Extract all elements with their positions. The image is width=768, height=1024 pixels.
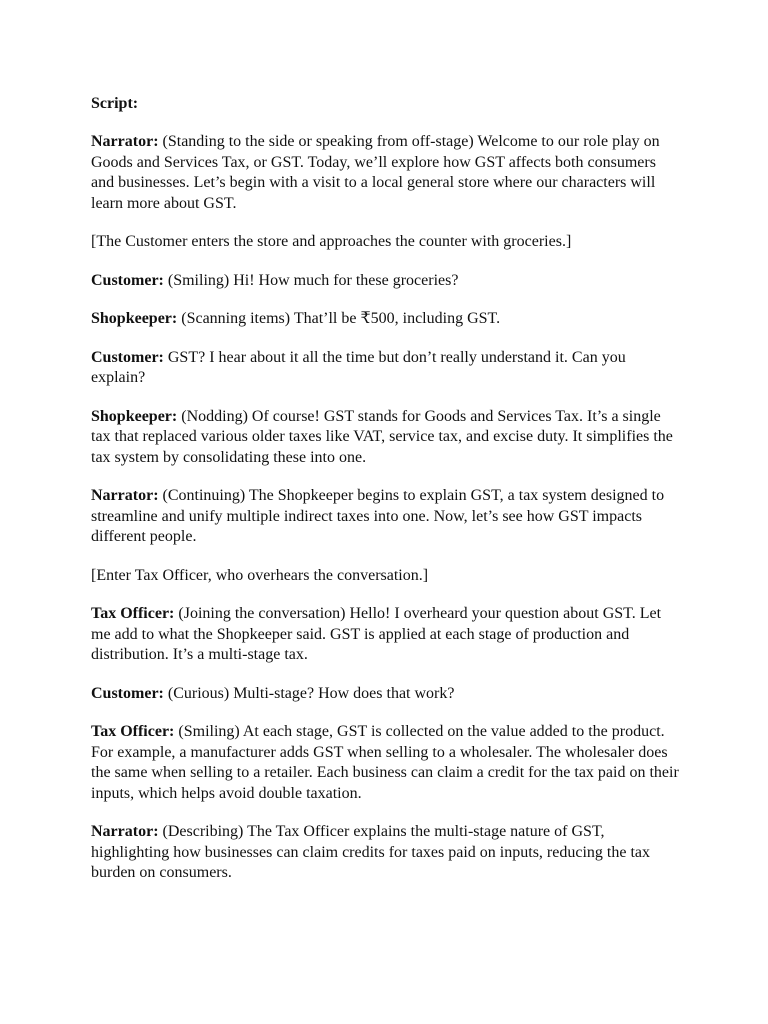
speaker-label: Narrator:	[91, 487, 159, 504]
paragraph-text: [The Customer enters the store and approaches the counter with groceries.]	[91, 233, 572, 250]
speaker-label: Shopkeeper:	[91, 407, 178, 425]
document-page	[91, 94, 681, 902]
speaker-label: Customer:	[91, 271, 164, 289]
speaker-label: Narrator:	[91, 133, 159, 150]
paragraph-narrator-line	[91, 486, 681, 548]
speaker-label: Tax Officer:	[91, 723, 175, 740]
speaker-label: Tax Officer:	[91, 605, 175, 622]
paragraph-text: (Describing) The Tax Officer explains the multi-stage nature of GST, highlighting how businesses can claim credits for taxes paid on inputs, reducing the tax burden on consumers.	[91, 823, 650, 881]
paragraph-shopkeeper-line	[91, 407, 681, 469]
paragraph-customer-line	[91, 348, 681, 389]
paragraph-text: (Joining the conversation) Hello! I overheard your question about GST. Let me add to what the Shopkeeper said. GST is applied at each stage of production and distribution. It’s a multi-stage tax.	[91, 605, 662, 663]
stage-direction	[91, 566, 681, 587]
paragraph-text: (Nodding) Of course! GST stands for Goods and Services Tax. It’s a single tax that replaced various older taxes like VAT, service tax, and excise duty. It simplifies the tax system by consolidating these into one.	[91, 407, 673, 466]
script-heading: Script:	[91, 95, 139, 112]
paragraph-narrator-line	[91, 822, 681, 884]
paragraph-customer-line	[91, 684, 681, 705]
paragraph-text: [Enter Tax Officer, who overhears the conversation.]	[91, 566, 429, 584]
paragraph-text: (Standing to the side or speaking from off-stage) Welcome to our role play on Goods and Services Tax, or GST. Today, we’ll explore how GST affects both consumers and businesses. Let’s begin with a visit to a local general store where our characters will learn more about GST.	[91, 133, 660, 212]
paragraph-text: GST? I hear about it all the time but don’t really understand it. Can you explain?	[91, 348, 626, 386]
paragraph-text: (Curious) Multi-stage? How does that work?	[163, 684, 455, 702]
speaker-label: Narrator:	[91, 823, 159, 840]
paragraph-text: (Continuing) The Shopkeeper begins to explain GST, a tax system designed to streamline and unify multiple indirect taxes into one. Now, let’s see how GST impacts different people.	[91, 487, 665, 545]
paragraph-text: (Smiling) At each stage, GST is collected on the value added to the product. For example, a manufacturer adds GST when selling to a wholesaler. The wholesaler does the same when selling to a retailer. Each business can claim a credit for the tax paid on their inputs, which helps avoid double taxation.	[91, 723, 679, 802]
paragraph-customer-line	[91, 271, 681, 292]
stage-direction	[91, 232, 681, 253]
paragraph-tax-officer-line	[91, 722, 681, 804]
speaker-label: Customer:	[91, 348, 164, 366]
paragraph-shopkeeper-line	[91, 309, 681, 330]
speaker-label: Customer:	[91, 684, 164, 702]
paragraph-text: (Smiling) Hi! How much for these groceries?	[163, 271, 459, 289]
speaker-label: Shopkeeper:	[91, 310, 178, 327]
paragraph-text: (Scanning items) That’ll be ₹500, including GST.	[177, 310, 501, 327]
paragraph-narrator-intro	[91, 132, 681, 214]
paragraph-tax-officer-line	[91, 604, 681, 666]
